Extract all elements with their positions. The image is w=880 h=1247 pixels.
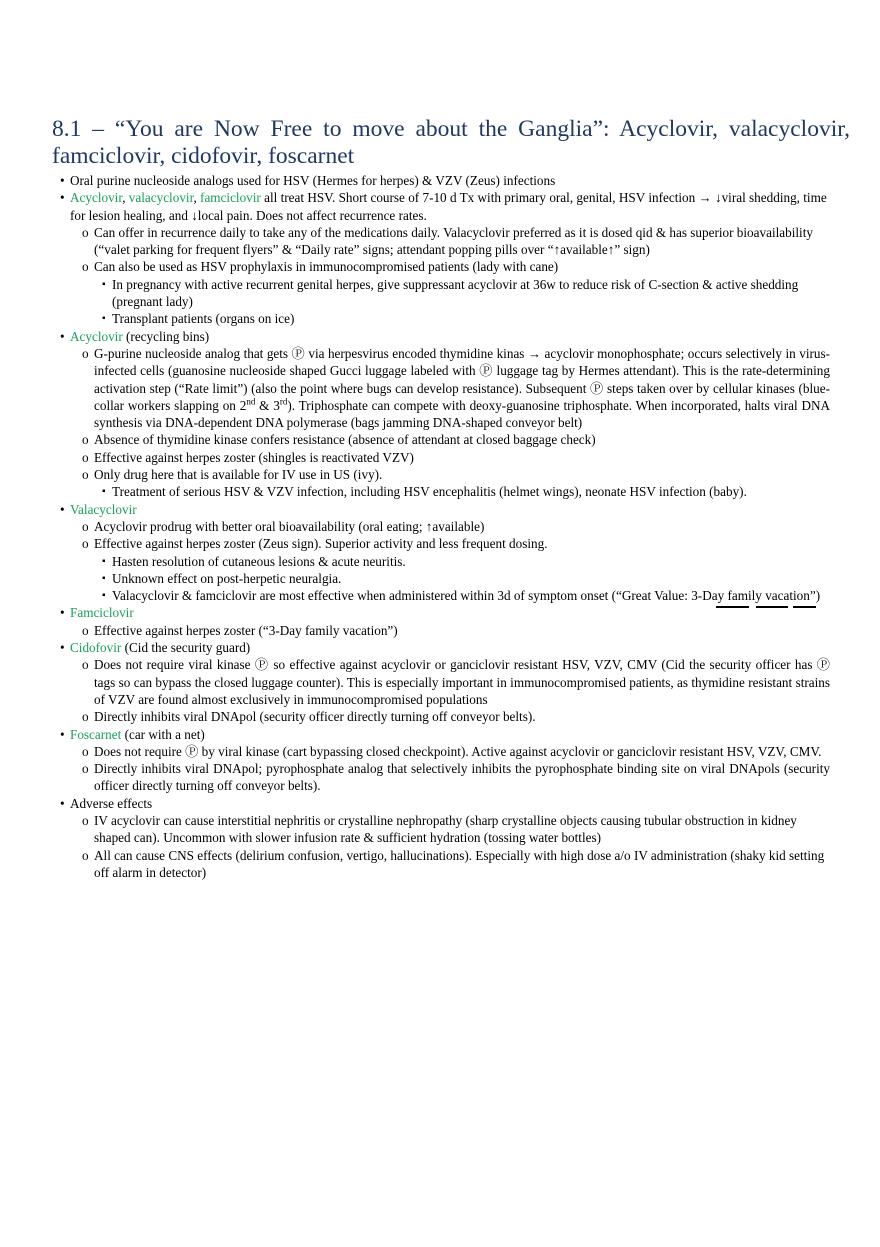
superscript: nd	[246, 396, 256, 407]
list-item	[52, 449, 830, 466]
item-text: Absence of thymidine kinase confers resistance (absence of attendant at closed baggage check)	[94, 432, 596, 448]
list-item	[52, 570, 830, 587]
item-text: Directly inhibits viral DNApol (security officer directly turning off conveyor belts).	[94, 709, 536, 725]
item-text: Does not require Ⓟ by viral kinase (cart bypassing closed checkpoint). Active against acyclovir or ganciclovir resistant HSV, VZV, CMV.	[94, 743, 822, 759]
bullet: ▪	[102, 590, 106, 602]
bullet: o	[82, 536, 89, 552]
list-item	[52, 466, 830, 483]
item-text: Directly inhibits viral DNApol; pyrophosphate analog that selectively inhibits the pyrophosphate binding site on viral DNApols (security officer directly turning off conveyor belts).	[94, 761, 830, 794]
decorative-dashes	[716, 606, 816, 610]
bullet: •	[60, 605, 65, 621]
drug-name: famciclovir	[200, 190, 261, 206]
separator: ,	[193, 190, 201, 206]
bullet: •	[60, 795, 65, 811]
list-item	[52, 708, 830, 725]
item-text: Can offer in recurrence daily to take any of the medications daily. Valacyclovir preferred as it is dosed qid & has superior bioavailability (“valet parking for frequent flyers” & “Daily rate” signs; attendant popping pills over “↑available↑” sign)	[94, 224, 813, 258]
item-text: (Cid the security guard)	[121, 640, 251, 656]
item-text: Transplant patients (organs on ice)	[112, 311, 295, 327]
bullet: o	[82, 743, 89, 759]
list-item	[52, 189, 830, 224]
bullet: ▪	[102, 313, 106, 325]
list-item	[52, 656, 830, 708]
item-text: Effective against herpes zoster (shingles is reactivated VZV)	[94, 449, 414, 465]
bullet: ▪	[102, 278, 106, 290]
list-item	[52, 501, 830, 518]
list-item	[52, 812, 830, 847]
list-item	[52, 847, 830, 882]
bullet: ▪	[102, 555, 106, 567]
bullet: o	[82, 224, 89, 240]
bullet: o	[82, 761, 89, 777]
item-text: All can cause CNS effects (delirium confusion, vertigo, hallucinations). Especially with high dose a/o IV administration (shaky kid setting off alarm in detector)	[94, 847, 825, 880]
item-text: Adverse effects	[70, 795, 153, 811]
bullet: o	[82, 847, 89, 863]
item-text: Only drug here that is available for IV use in US (ivy).	[94, 467, 383, 483]
bullet: •	[60, 328, 65, 344]
list-item	[52, 258, 830, 275]
bullet: o	[82, 449, 89, 465]
list-item	[52, 276, 830, 311]
drug-name: Foscarnet	[70, 726, 122, 742]
bullet: o	[82, 345, 89, 361]
drug-name: Cidofovir	[70, 640, 122, 656]
dash	[793, 606, 816, 608]
drug-name: Valacyclovir	[70, 501, 137, 517]
list-item	[52, 172, 830, 189]
list-item	[52, 518, 830, 535]
list-item	[52, 535, 830, 552]
drug-name: Acyclovir	[70, 328, 123, 344]
list-item	[52, 622, 830, 639]
list-item	[52, 553, 830, 570]
bullet: •	[60, 173, 65, 188]
list-item	[52, 328, 830, 345]
bullet: •	[60, 190, 65, 206]
bullet: ▪	[102, 572, 106, 584]
item-text: all treat HSV. Short course of 7-10 d Tx with primary oral, genital, HSV infection → ↓viral shedding, time for lesion healing, and ↓local pain. Does not affect recurrence rates.	[70, 190, 827, 223]
bullet: ▪	[102, 486, 106, 498]
item-text: Treatment of serious HSV & VZV infection, including HSV encephalitis (helmet wings), neonate HSV infection (baby).	[112, 484, 747, 500]
item-text: Can also be used as HSV prophylaxis in immunocompromised patients (lady with cane)	[94, 259, 559, 275]
separator: ,	[122, 190, 129, 206]
page-title: 8.1 – “You are Now Free to move about the Ganglia”: Acyclovir, valacyclovir, famciclovir, cidofovir, foscarnet	[52, 116, 850, 169]
item-text: (recycling bins)	[122, 328, 210, 344]
item-text: (car with a net)	[121, 726, 205, 742]
superscript: rd	[279, 396, 288, 407]
item-text: Effective against herpes zoster (“3-Day family vacation”)	[94, 622, 398, 638]
bullet: o	[82, 518, 89, 534]
bullet: •	[60, 726, 65, 742]
bullet: o	[82, 622, 89, 638]
dash	[716, 606, 749, 608]
list-item	[52, 795, 830, 812]
item-text: Unknown effect on post-herpetic neuralgia.	[112, 570, 342, 586]
list-item	[52, 224, 830, 259]
bullet: o	[82, 812, 89, 828]
list-item	[52, 587, 830, 604]
drug-name: Famciclovir	[70, 605, 134, 621]
item-text: G-purine nucleoside analog that gets Ⓟ via herpesvirus encoded thymidine kinas → acyclovir monophosphate; occurs selectively in virus-infected cells (guanosine nucleoside shaped Gucci luggage labeled with Ⓟ luggage tag by Hermes attendant). This is the rate-determining activation step (“Rate limit”) (also the point where bugs can develop resistance). Subsequent Ⓟ steps taken over by cellular kinases (blue-collar workers slapping on 2	[94, 345, 830, 413]
list-item	[52, 345, 830, 431]
list-item	[52, 760, 830, 795]
item-text: ). Triphosphate can compete with deoxy-guanosine triphosphate. When incorporated, halts viral DNA synthesis via DNA-dependent DNA polymerase (bags jamming DNA-shaped conveyor belt)	[94, 397, 831, 431]
drug-name: valacyclovir	[128, 190, 194, 206]
item-text: Acyclovir prodrug with better oral bioavailability (oral eating; ↑available)	[94, 518, 485, 534]
drug-name: Acyclovir	[70, 190, 123, 206]
bullet: o	[82, 657, 89, 673]
notes-body	[52, 172, 830, 881]
item-text: Does not require viral kinase Ⓟ so effective against acyclovir or ganciclovir resistant HSV, VZV, CMV (Cid the security officer has Ⓟ tags so can bypass the closed luggage counter). This is especially important in immunocompromised patients, as thymidine resistant strains of VZV are found almost exclusively in immunocompromised populations	[94, 657, 830, 707]
list-item	[52, 726, 830, 743]
bullet: o	[82, 432, 89, 448]
list-item	[52, 604, 830, 621]
list-item	[52, 310, 830, 327]
item-text: Effective against herpes zoster (Zeus sign). Superior activity and less frequent dosing.	[94, 536, 548, 552]
bullet: •	[60, 501, 65, 517]
item-text: Oral purine nucleoside analogs used for HSV (Hermes for herpes) & VZV (Zeus) infections	[70, 173, 556, 188]
bullet: o	[82, 259, 89, 275]
item-text: In pregnancy with active recurrent genital herpes, give suppressant acyclovir at 36w to reduce risk of C-section & active shedding (pregnant lady)	[112, 276, 799, 310]
bullet: o	[82, 467, 89, 483]
list-item	[52, 483, 830, 500]
bullet: o	[82, 709, 89, 725]
list-item	[52, 743, 830, 760]
item-text: Hasten resolution of cutaneous lesions & acute neuritis.	[112, 553, 406, 569]
item-text: & 3	[255, 397, 280, 413]
item-text: IV acyclovir can cause interstitial nephritis or crystalline nephropathy (sharp crystalline objects causing tubular obstruction in kidney shaped can). Uncommon with slower infusion rate & sufficient hydration (tossing water bottles)	[94, 812, 797, 846]
bullet: •	[60, 640, 65, 656]
dash	[756, 606, 788, 608]
item-text: Valacyclovir & famciclovir are most effective when administered within 3d of symptom onset (“Great Value: 3-Day family vacation”)	[112, 588, 821, 604]
list-item	[52, 431, 830, 448]
list-item	[52, 639, 830, 656]
